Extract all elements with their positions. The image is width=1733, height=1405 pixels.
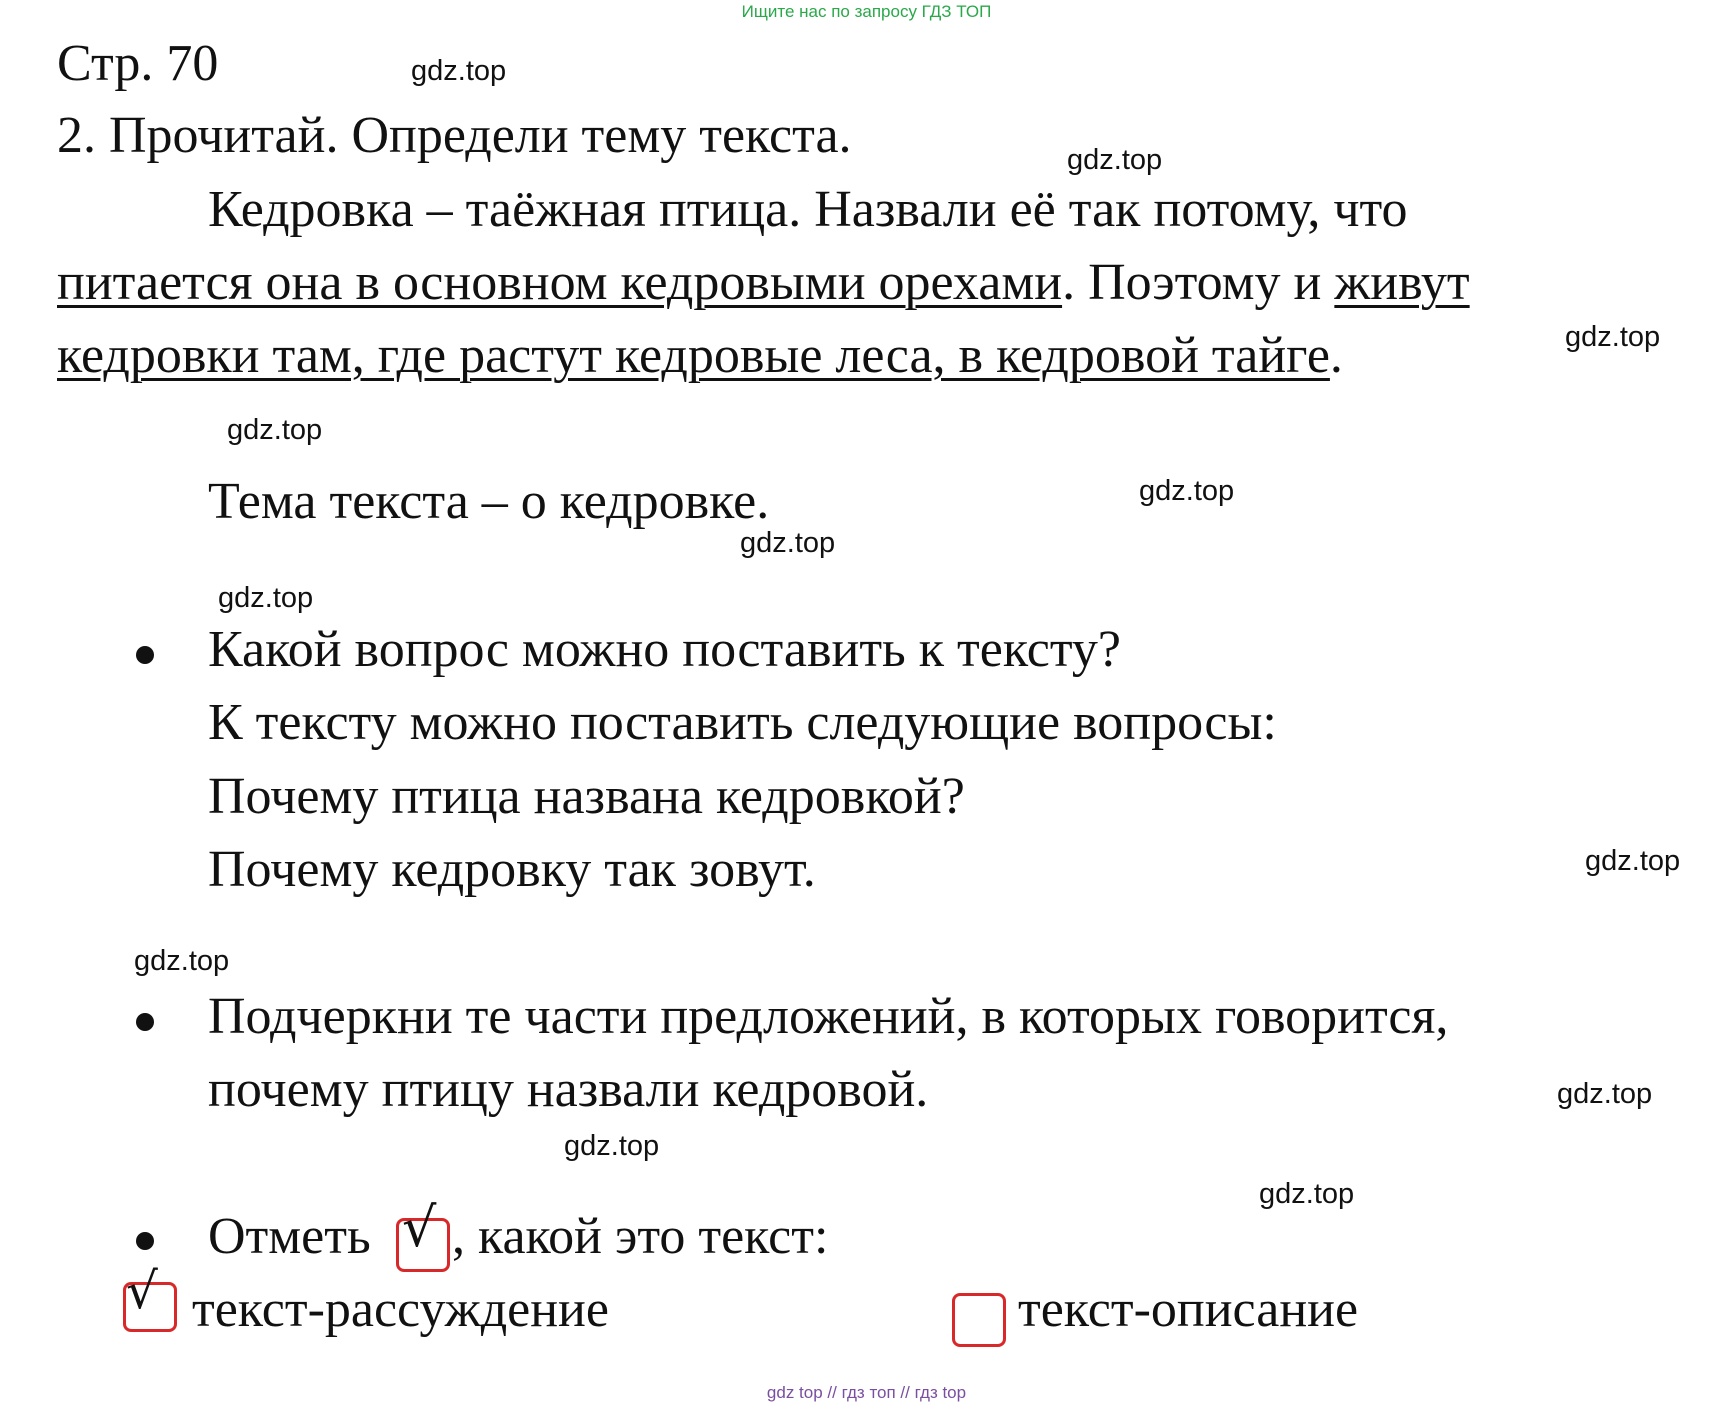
watermark: gdz.top: [1067, 144, 1163, 176]
passage-line-3: [57, 326, 1343, 386]
watermark: gdz.top: [411, 55, 507, 87]
watermark: gdz.top: [1585, 845, 1681, 877]
footer-watermark: gdz top // гдз топ // гдз top: [766, 1383, 967, 1402]
passage-line-2: [57, 253, 1470, 313]
passage-text: .: [1329, 327, 1343, 384]
question-1-answer-b: Почему кедровку так зовут.: [208, 841, 816, 898]
option-description-label: текст-описание: [1018, 1281, 1359, 1338]
question-1-answer-a: Почему птица названа кедровкой?: [208, 768, 965, 825]
question-3-suffix: , какой это текст:: [452, 1208, 829, 1265]
underlined-fragment-1: питается она в основном кедровыми орехами: [57, 254, 1063, 311]
watermark: gdz.top: [1139, 475, 1235, 507]
watermark: gdz.top: [740, 527, 836, 559]
passage-line-1: Кедровка – таёжная птица. Назвали её так потому, что: [208, 181, 1408, 238]
watermark: gdz.top: [1565, 321, 1661, 353]
top-banner: Ищите нас по запросу ГДЗ ТОП: [741, 2, 992, 21]
watermark: gdz.top: [1557, 1078, 1653, 1110]
page-reference: Стр. 70: [57, 35, 219, 92]
watermark: gdz.top: [564, 1130, 660, 1162]
question-2-line-2: почему птицу назвали кедровой.: [208, 1061, 929, 1118]
question-3-prefix: Отметь: [208, 1208, 371, 1265]
bullet-3: [136, 1232, 154, 1250]
watermark: gdz.top: [134, 945, 230, 977]
passage-text: . Поэтому и: [1062, 254, 1335, 311]
watermark: gdz.top: [227, 414, 323, 446]
topic-answer: Тема текста – о кедровке.: [208, 473, 770, 530]
option-reasoning-label: текст-рассуждение: [192, 1281, 609, 1338]
task-heading: 2. Прочитай. Определи тему текста.: [57, 107, 852, 164]
watermark: gdz.top: [218, 582, 314, 614]
bullet-1: [136, 646, 154, 664]
question-1-prompt: Какой вопрос можно поставить к тексту?: [208, 621, 1121, 678]
watermark: gdz.top: [1259, 1178, 1355, 1210]
question-1-answer-intro: К тексту можно поставить следующие вопросы:: [208, 694, 1277, 751]
bullet-2: [136, 1013, 154, 1031]
underlined-fragment-3: кедровки там, где растут кедровые леса, в кедровой тайге: [57, 327, 1330, 384]
underlined-fragment-2: живут: [1334, 254, 1470, 311]
checkmark-icon: √: [402, 1196, 437, 1259]
description-checkbox[interactable]: [952, 1293, 1006, 1347]
checkmark-icon: √: [126, 1262, 158, 1320]
question-2-line-1: Подчеркни те части предложений, в которых говорится,: [208, 988, 1449, 1045]
